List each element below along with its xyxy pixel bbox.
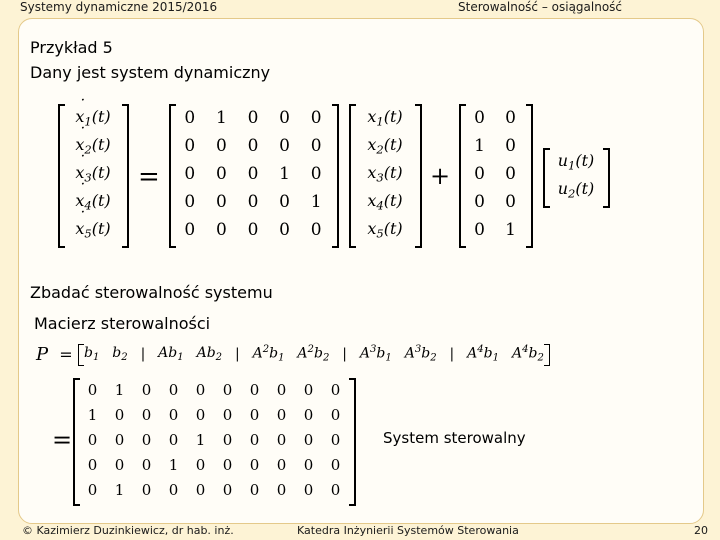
B-entry: 0 [505, 192, 516, 212]
P-symbol: P [36, 344, 49, 365]
equals-sign: = [138, 162, 160, 192]
P-entry: 0 [222, 430, 233, 449]
P-entry: 0 [276, 480, 287, 499]
A-entry: 1 [215, 108, 227, 128]
A-bracket-right [332, 104, 339, 248]
P-entry: 0 [168, 430, 179, 449]
P-entry: 0 [222, 455, 233, 474]
P-entry: 0 [195, 455, 206, 474]
P-entry: 0 [330, 406, 341, 425]
A-entry: 0 [215, 192, 227, 212]
matrix-A [174, 104, 332, 244]
matrix-B [464, 104, 526, 244]
plus-sign: + [430, 162, 451, 190]
P-entry: 0 [141, 480, 152, 499]
P-entry: 0 [276, 406, 287, 425]
P-term-separator: | [449, 346, 455, 362]
state-vector [355, 104, 415, 244]
B-entry: 0 [474, 220, 485, 240]
xdot-vector [64, 104, 122, 244]
B-entry: 1 [474, 136, 485, 156]
P-entry: 1 [195, 430, 206, 449]
B-entry: 0 [474, 108, 485, 128]
header-course-title: Systemy dynamiczne 2015/2016 [20, 0, 218, 14]
P-entry: 0 [303, 430, 314, 449]
A-entry: 0 [184, 192, 196, 212]
A-entry: 0 [310, 164, 322, 184]
A-entry: 1 [310, 192, 322, 212]
A-entry: 0 [279, 108, 290, 128]
B-entry: 0 [505, 108, 516, 128]
P-entry: 0 [303, 480, 314, 499]
B-entry: 0 [505, 164, 516, 184]
intro-text: Dany jest system dynamiczny [30, 63, 271, 82]
P-entry: 0 [249, 381, 260, 400]
controllability-matrix-label: Macierz sterowalności [34, 314, 211, 333]
A-entry: 0 [247, 164, 259, 184]
P-entry: 0 [141, 430, 152, 449]
B-entry: 1 [505, 220, 516, 240]
P-equals: = [59, 345, 73, 364]
A-entry: 0 [279, 136, 290, 156]
A-entry: 0 [247, 220, 259, 240]
x-entry: $x_2(t)$ [367, 135, 403, 157]
P-entry: 0 [276, 455, 287, 474]
P-entry: 0 [87, 455, 98, 474]
B-entry: 0 [474, 164, 485, 184]
P-entry: 1 [87, 406, 98, 425]
P-entry: 0 [141, 455, 152, 474]
P-entry: 0 [168, 406, 179, 425]
P-matrix-equals: = [52, 426, 73, 454]
P-term-separator: | [140, 346, 146, 362]
P-term: $b_2$ [112, 344, 128, 363]
xdot-entry: ˙ $x_1(t)$ [75, 107, 110, 128]
P-entry: 0 [276, 430, 287, 449]
xdot-entry: ˙ $x_2(t)$ [75, 135, 110, 156]
B-entry: 0 [505, 136, 516, 156]
P-term: $A^3b_1$ [359, 344, 392, 364]
u-bracket-right [603, 148, 610, 208]
x-entry: $x_5(t)$ [367, 219, 403, 241]
P-entry: 0 [330, 430, 341, 449]
xdot-entry: ˙ $x_3(t)$ [75, 163, 110, 184]
A-entry: 0 [310, 220, 322, 240]
P-term: $A^2b_2$ [297, 344, 330, 364]
x-entry: $x_3(t)$ [367, 163, 403, 185]
P-entry: 0 [303, 455, 314, 474]
A-entry: 0 [184, 220, 196, 240]
P-term: $b_1$ [84, 344, 100, 363]
B-bracket-right [526, 104, 533, 248]
P-entry: 0 [87, 381, 98, 400]
P-entry: 0 [168, 480, 179, 499]
input-vector [549, 148, 603, 204]
P-entry: 0 [87, 480, 98, 499]
P-entry: 0 [114, 455, 125, 474]
A-entry: 0 [215, 164, 227, 184]
xdot-bracket-right [122, 104, 129, 248]
footer-author: © Kazimierz Duzinkiewicz, dr hab. inż. [22, 524, 234, 537]
example-title: Przykład 5 [30, 38, 113, 57]
A-entry: 0 [279, 220, 290, 240]
P-entry: 0 [114, 430, 125, 449]
P-entry: 0 [303, 406, 314, 425]
P-entry: 0 [249, 406, 260, 425]
P-term: $A^4b_2$ [511, 344, 544, 364]
P-entry: 0 [222, 406, 233, 425]
P-entry: 0 [330, 455, 341, 474]
P-term-separator: | [342, 346, 347, 362]
P-entry: 0 [249, 480, 260, 499]
P-term: $A^3b_2$ [404, 344, 437, 364]
A-entry: 0 [215, 220, 227, 240]
P-terms [84, 344, 544, 364]
footer-department: Katedra Inżynierii Systemów Sterowania [297, 524, 519, 537]
xdot-entry: ˙ $x_5(t)$ [75, 219, 110, 240]
P-entry: 1 [114, 381, 125, 400]
P-term: $A^4b_1$ [467, 344, 500, 364]
P-term: $Ab_1$ [158, 344, 184, 363]
P-entry: 0 [114, 406, 125, 425]
A-entry: 0 [310, 136, 322, 156]
task-text: Zbadać sterowalność systemu [30, 283, 273, 302]
P-term: $A^2b_1$ [252, 344, 285, 364]
P-entry: 0 [195, 381, 206, 400]
A-entry: 0 [247, 136, 259, 156]
P-entry: 0 [141, 406, 152, 425]
A-entry: 0 [247, 108, 259, 128]
P-entry: 1 [114, 480, 125, 499]
A-entry: 0 [184, 164, 196, 184]
A-entry: 0 [279, 192, 290, 212]
B-entry: 0 [474, 192, 485, 212]
P-entry: 0 [330, 381, 341, 400]
P-bracket-right [349, 378, 356, 506]
P-term: $Ab_2$ [196, 344, 223, 363]
P-entry: 0 [195, 406, 206, 425]
x-entry: $x_4(t)$ [367, 191, 403, 213]
P-entry: 0 [168, 381, 179, 400]
P-entry: 0 [222, 480, 233, 499]
u-entry: $u_2(t)$ [557, 179, 595, 201]
P-entry: 0 [141, 381, 152, 400]
P-entry: 0 [222, 381, 233, 400]
P-entry: 0 [249, 430, 260, 449]
P-entry: 0 [195, 480, 206, 499]
A-entry: 0 [184, 108, 196, 128]
u-entry: $u_1(t)$ [557, 151, 595, 173]
P-entry: 0 [249, 455, 260, 474]
P-entry: 1 [168, 455, 179, 474]
P-entry: 0 [87, 430, 98, 449]
header-topic: Sterowalność – osiągalność [458, 0, 623, 14]
A-entry: 0 [184, 136, 196, 156]
P-term-separator: | [234, 346, 240, 362]
A-entry: 0 [215, 136, 227, 156]
x-bracket-right [415, 104, 422, 248]
page-number: 20 [694, 524, 708, 537]
P-terms-bracket-right [544, 344, 550, 366]
result-text: System sterowalny [383, 429, 526, 447]
xdot-entry: ˙ $x_4(t)$ [75, 191, 110, 212]
A-entry: 0 [310, 108, 322, 128]
P-entry: 0 [276, 381, 287, 400]
A-entry: 0 [247, 192, 259, 212]
x-entry: $x_1(t)$ [367, 107, 403, 129]
P-definition [36, 344, 79, 365]
P-entry: 0 [303, 381, 314, 400]
A-entry: 1 [279, 164, 290, 184]
P-entry: 0 [330, 480, 341, 499]
matrix-P [79, 378, 349, 502]
